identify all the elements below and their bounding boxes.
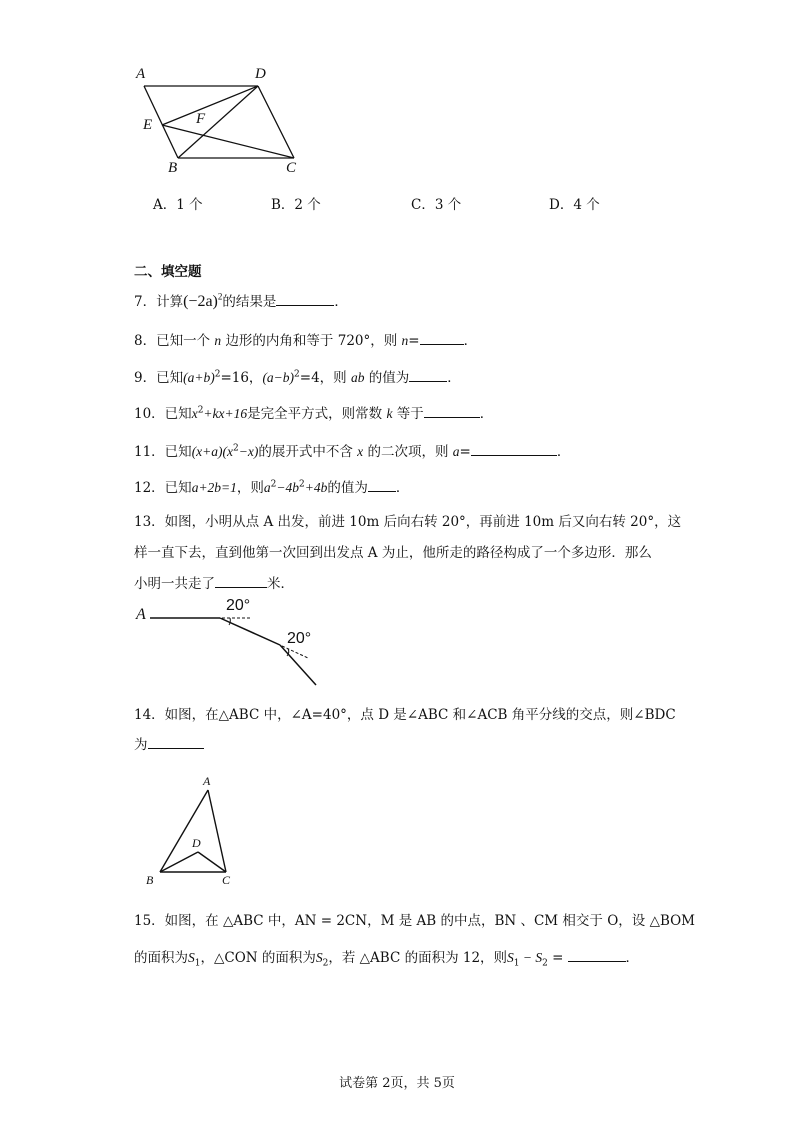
q7-exp: 2 (217, 291, 223, 302)
q8-answer-blank[interactable] (420, 330, 464, 345)
option-d: D．4 个 (549, 197, 600, 213)
option-a: A．1 个 (153, 197, 203, 213)
q13-fig-label-A: A (136, 606, 146, 623)
q12-e2exp: 2 (299, 479, 305, 490)
q15-s1: S (188, 950, 195, 965)
question-14-line-2 (134, 733, 204, 753)
fig-label-C: C (286, 160, 297, 176)
page-footer: 试卷第 2页，共 5页 (339, 1076, 455, 1091)
section-title: 二、填空题 (134, 264, 202, 280)
q14-answer-blank[interactable] (148, 734, 204, 749)
q9-suffix: 的值为 (368, 370, 410, 386)
q13-angle-label-2: 20° (287, 630, 312, 647)
q7-base: −2a (188, 293, 213, 310)
q7-expr: $(-2a)^2$ (183, 291, 223, 310)
q9-prefix: 9．已知 (134, 370, 184, 386)
question-15-line-2: 的面积为$S_1$，△CON 的面积为$S_2$，若 △ABC 的面积为 12，则$S_1 - S_2$ = ． (134, 946, 639, 969)
q12-e1exp: 2 (270, 479, 277, 490)
parallelogram-figure (130, 62, 310, 187)
q11-exp: 2 (233, 443, 239, 454)
option-c: C．3 个 (411, 197, 462, 213)
q9-expr2: (a−b) (262, 370, 295, 385)
q15-line2-a: 的面积为 (134, 950, 188, 966)
q12-prefix: 12．已知 (134, 480, 192, 496)
q8-eq: = (408, 333, 420, 349)
q9-val2: =4，则 (299, 370, 347, 386)
q10-prefix: 10．已知 (134, 406, 192, 422)
q13-angle-label-1: 20° (226, 597, 251, 614)
q10-answer-blank[interactable] (424, 403, 480, 418)
q7-prefix: 7．计算 (134, 294, 184, 310)
q15-expr-sub2: 2 (542, 958, 548, 969)
q15-answer-blank[interactable] (568, 947, 626, 962)
q15-s2-sub: 2 (322, 958, 329, 969)
q9-answer-blank[interactable] (409, 367, 447, 382)
q10-rest: +kx+16 (203, 406, 248, 421)
q10-var: k (386, 406, 393, 421)
q11-eq: = (459, 444, 471, 460)
q8-mid: 边形的内角和等于 720°，则 (225, 333, 398, 349)
q8-var: n (214, 333, 222, 348)
q10-expr: x (191, 406, 198, 421)
q15-s1-sub: 1 (194, 958, 201, 969)
question-12: 12．已知a+2b=1，则$a^2-4b^2+4b$的值为 ． (134, 476, 409, 496)
fig-label-E: E (143, 117, 153, 133)
q14-line2-prefix: 为 (134, 737, 148, 753)
q9-exp2: 2 (294, 369, 300, 380)
q11-var2: a (452, 444, 460, 459)
question-11: 11．已知$(x+a)(x^2-x)$的展开式中不含 x 的二次项，则 a= ． (134, 440, 570, 460)
q12-e3: +4b (304, 480, 328, 495)
fig-label-A: A (136, 66, 146, 82)
q9-val1: =16， (220, 370, 263, 386)
q10-suffix: 等于 (396, 406, 424, 422)
q11-answer-blank[interactable] (471, 441, 557, 456)
question-13-line-3 (134, 572, 294, 592)
q12-mid: ，则 (236, 480, 264, 496)
q14-fig-label-D: D (192, 836, 201, 850)
q11-prefix: 11．已知 (134, 444, 192, 460)
q12-answer-blank[interactable] (368, 477, 396, 492)
q15-line2-b: ，△CON 的面积为 (200, 950, 316, 966)
question-14-line-1: 14．如图，在△ABC 中，∠A=40°，点 D 是∠ABC 和∠ACB 角平分线的交点，则∠BDC (134, 707, 676, 723)
q8-prefix: 8．已知一个 (134, 333, 211, 349)
q12-suffix: 的值为 (327, 480, 368, 496)
q14-fig-label-C: C (222, 873, 231, 887)
q12-e2: −4b (276, 480, 300, 495)
question-8: 8．已知一个 n 边形的内角和等于 720°，则 n= ． (134, 329, 477, 349)
fig-label-D: D (255, 66, 266, 82)
q11-mid: 的展开式中不含 (258, 444, 353, 460)
q10-exp: 2 (197, 405, 204, 416)
option-b: B．2 个 (271, 197, 321, 213)
q13-answer-blank[interactable] (215, 573, 267, 588)
q7-suffix: 的结果是 (222, 294, 277, 310)
q12-e1: a (263, 480, 271, 495)
question-13-line-2: 样一直下去，直到他第一次回到出发点 A 为止，他所走的路径构成了一个多边形．那么 (134, 545, 652, 561)
q14-fig-label-A: A (203, 774, 211, 788)
q11-expr2b: −x) (238, 444, 259, 459)
q10-mid: 是完全平方式，则常数 (247, 406, 383, 422)
q11-expr2a: (x (222, 444, 234, 459)
q15-line2-c: ，若 △ABC 的面积为 12，则 (328, 950, 508, 966)
q7-answer-blank[interactable] (276, 291, 334, 306)
q15-s2: S (315, 950, 323, 965)
question-15-line-1: 15．如图，在 △ABC 中，AN = 2CN，M 是 AB 的中点，BN 、CM 相交于 O，设 △BOM (134, 913, 696, 929)
question-10: 10．已知$x^2+kx+16$是完全平方式，则常数 k 等于 ． (134, 402, 493, 422)
q9-var: ab (350, 370, 365, 385)
q15-expr-sub1: 1 (513, 958, 520, 969)
q15-expr: S (507, 950, 514, 965)
q11-expr1: (x+a) (191, 444, 223, 459)
q15-eq: = (547, 950, 564, 966)
fig-label-B: B (168, 160, 178, 176)
q11-mid2: 的二次项，则 (367, 444, 449, 460)
q13-line3-suffix: 米． (267, 576, 294, 592)
q11-var: x (357, 444, 364, 459)
q12-expr: a+2b=1 (191, 480, 237, 495)
q9-exp1: 2 (214, 369, 221, 380)
q15-expr-mid: − S (519, 950, 543, 965)
question-7: 7．计算$(-2a)^2$的结果是 ． (134, 291, 348, 310)
q14-fig-label-B: B (146, 873, 154, 887)
question-13-line-1: 13．如图，小明从点 A 出发，前进 10m 后向右转 20°，再前进 10m 后又向右转 20°，这 (134, 514, 682, 530)
q9-expr1: (a+b) (183, 370, 215, 385)
q13-line3-prefix: 小明一共走了 (134, 576, 215, 592)
fig-label-F: F (196, 111, 206, 127)
question-9: 9．已知$(a+b)^2=16$，$(a-b)^2=4$，则 ab 的值为 ． (134, 366, 461, 386)
q8-var2: n (401, 333, 409, 348)
triangle-bisector-figure (140, 770, 250, 890)
